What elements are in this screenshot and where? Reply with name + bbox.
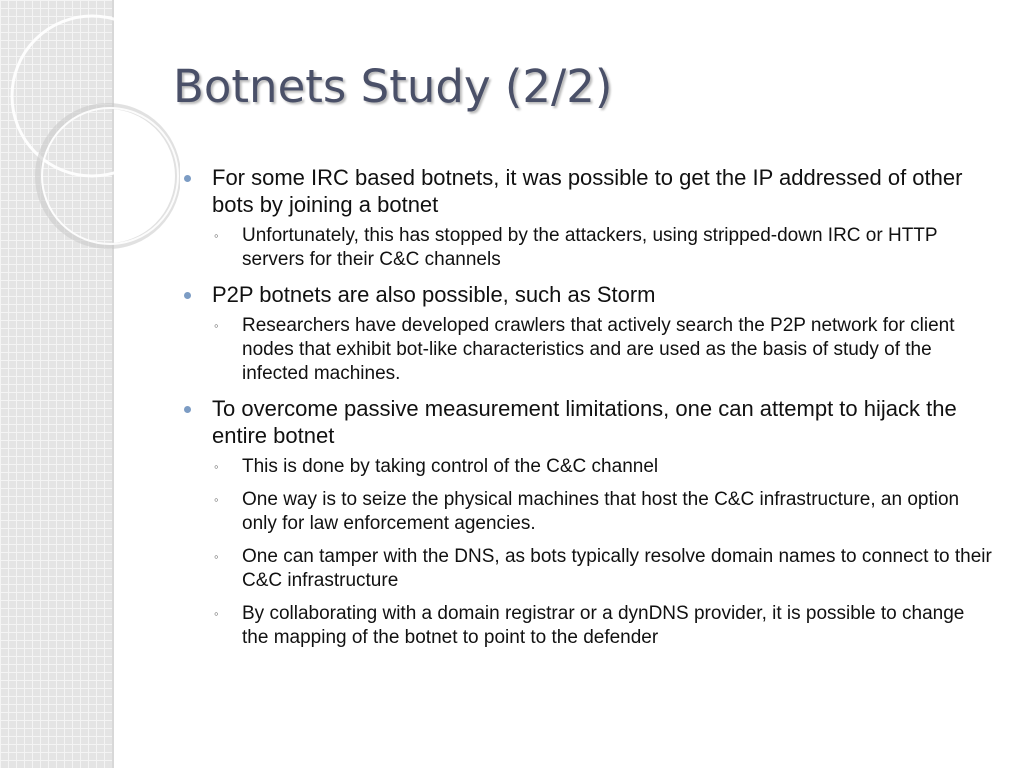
sub-bullet-text: Researchers have developed crawlers that actively search the P2P network for client nodes that exhibit bot-like characteristics and are used as the basis of study of the infected machines. xyxy=(242,315,955,384)
bullet-item xyxy=(184,164,994,218)
slide-body xyxy=(184,164,994,659)
bullet-text: P2P botnets are also possible, such as Storm xyxy=(212,282,656,307)
sub-bullet-text: This is done by taking control of the C&C channel xyxy=(242,456,659,477)
sub-bullet-item xyxy=(214,455,994,479)
sub-bullet-text: One way is to seize the physical machines that host the C&C infrastructure, an option only for law enforcement agencies. xyxy=(242,489,960,534)
sub-bullet-circle-icon: ◦ xyxy=(214,606,219,621)
decorative-circles xyxy=(0,0,180,260)
sub-bullet-text: Unfortunately, this has stopped by the attackers, using stripped-down IRC or HTTP servers for their C&C channels xyxy=(242,225,938,270)
sub-bullet-text: By collaborating with a domain registrar or a dynDNS provider, it is possible to change the mapping of the botnet to point to the defender xyxy=(242,603,965,648)
sub-bullet-circle-icon: ◦ xyxy=(214,459,219,474)
deco-circle-small xyxy=(42,108,178,244)
sub-bullet-item xyxy=(214,545,994,593)
sub-bullet-circle-icon: ◦ xyxy=(214,228,219,243)
slide-title: Botnets Study (2/2) xyxy=(173,60,613,113)
sub-bullet-item xyxy=(214,314,994,386)
sub-bullet-circle-icon: ◦ xyxy=(214,549,219,564)
sub-bullet-item xyxy=(214,224,994,272)
sub-bullet-item xyxy=(214,602,994,650)
bullet-text: To overcome passive measurement limitations, one can attempt to hijack the entire botnet xyxy=(212,396,957,448)
deco-circle-large xyxy=(12,16,172,176)
bullet-item xyxy=(184,281,994,308)
bullet-dot-icon xyxy=(184,292,191,299)
bullet-item xyxy=(184,395,994,449)
sub-bullet-item xyxy=(214,488,994,536)
bullet-dot-icon xyxy=(184,406,191,413)
sub-bullet-circle-icon: ◦ xyxy=(214,318,219,333)
sub-bullet-circle-icon: ◦ xyxy=(214,492,219,507)
sub-bullet-text: One can tamper with the DNS, as bots typically resolve domain names to connect to their C&C infrastructure xyxy=(242,546,992,591)
bullet-text: For some IRC based botnets, it was possible to get the IP addressed of other bots by joining a botnet xyxy=(212,165,963,217)
bullet-dot-icon xyxy=(184,175,191,182)
